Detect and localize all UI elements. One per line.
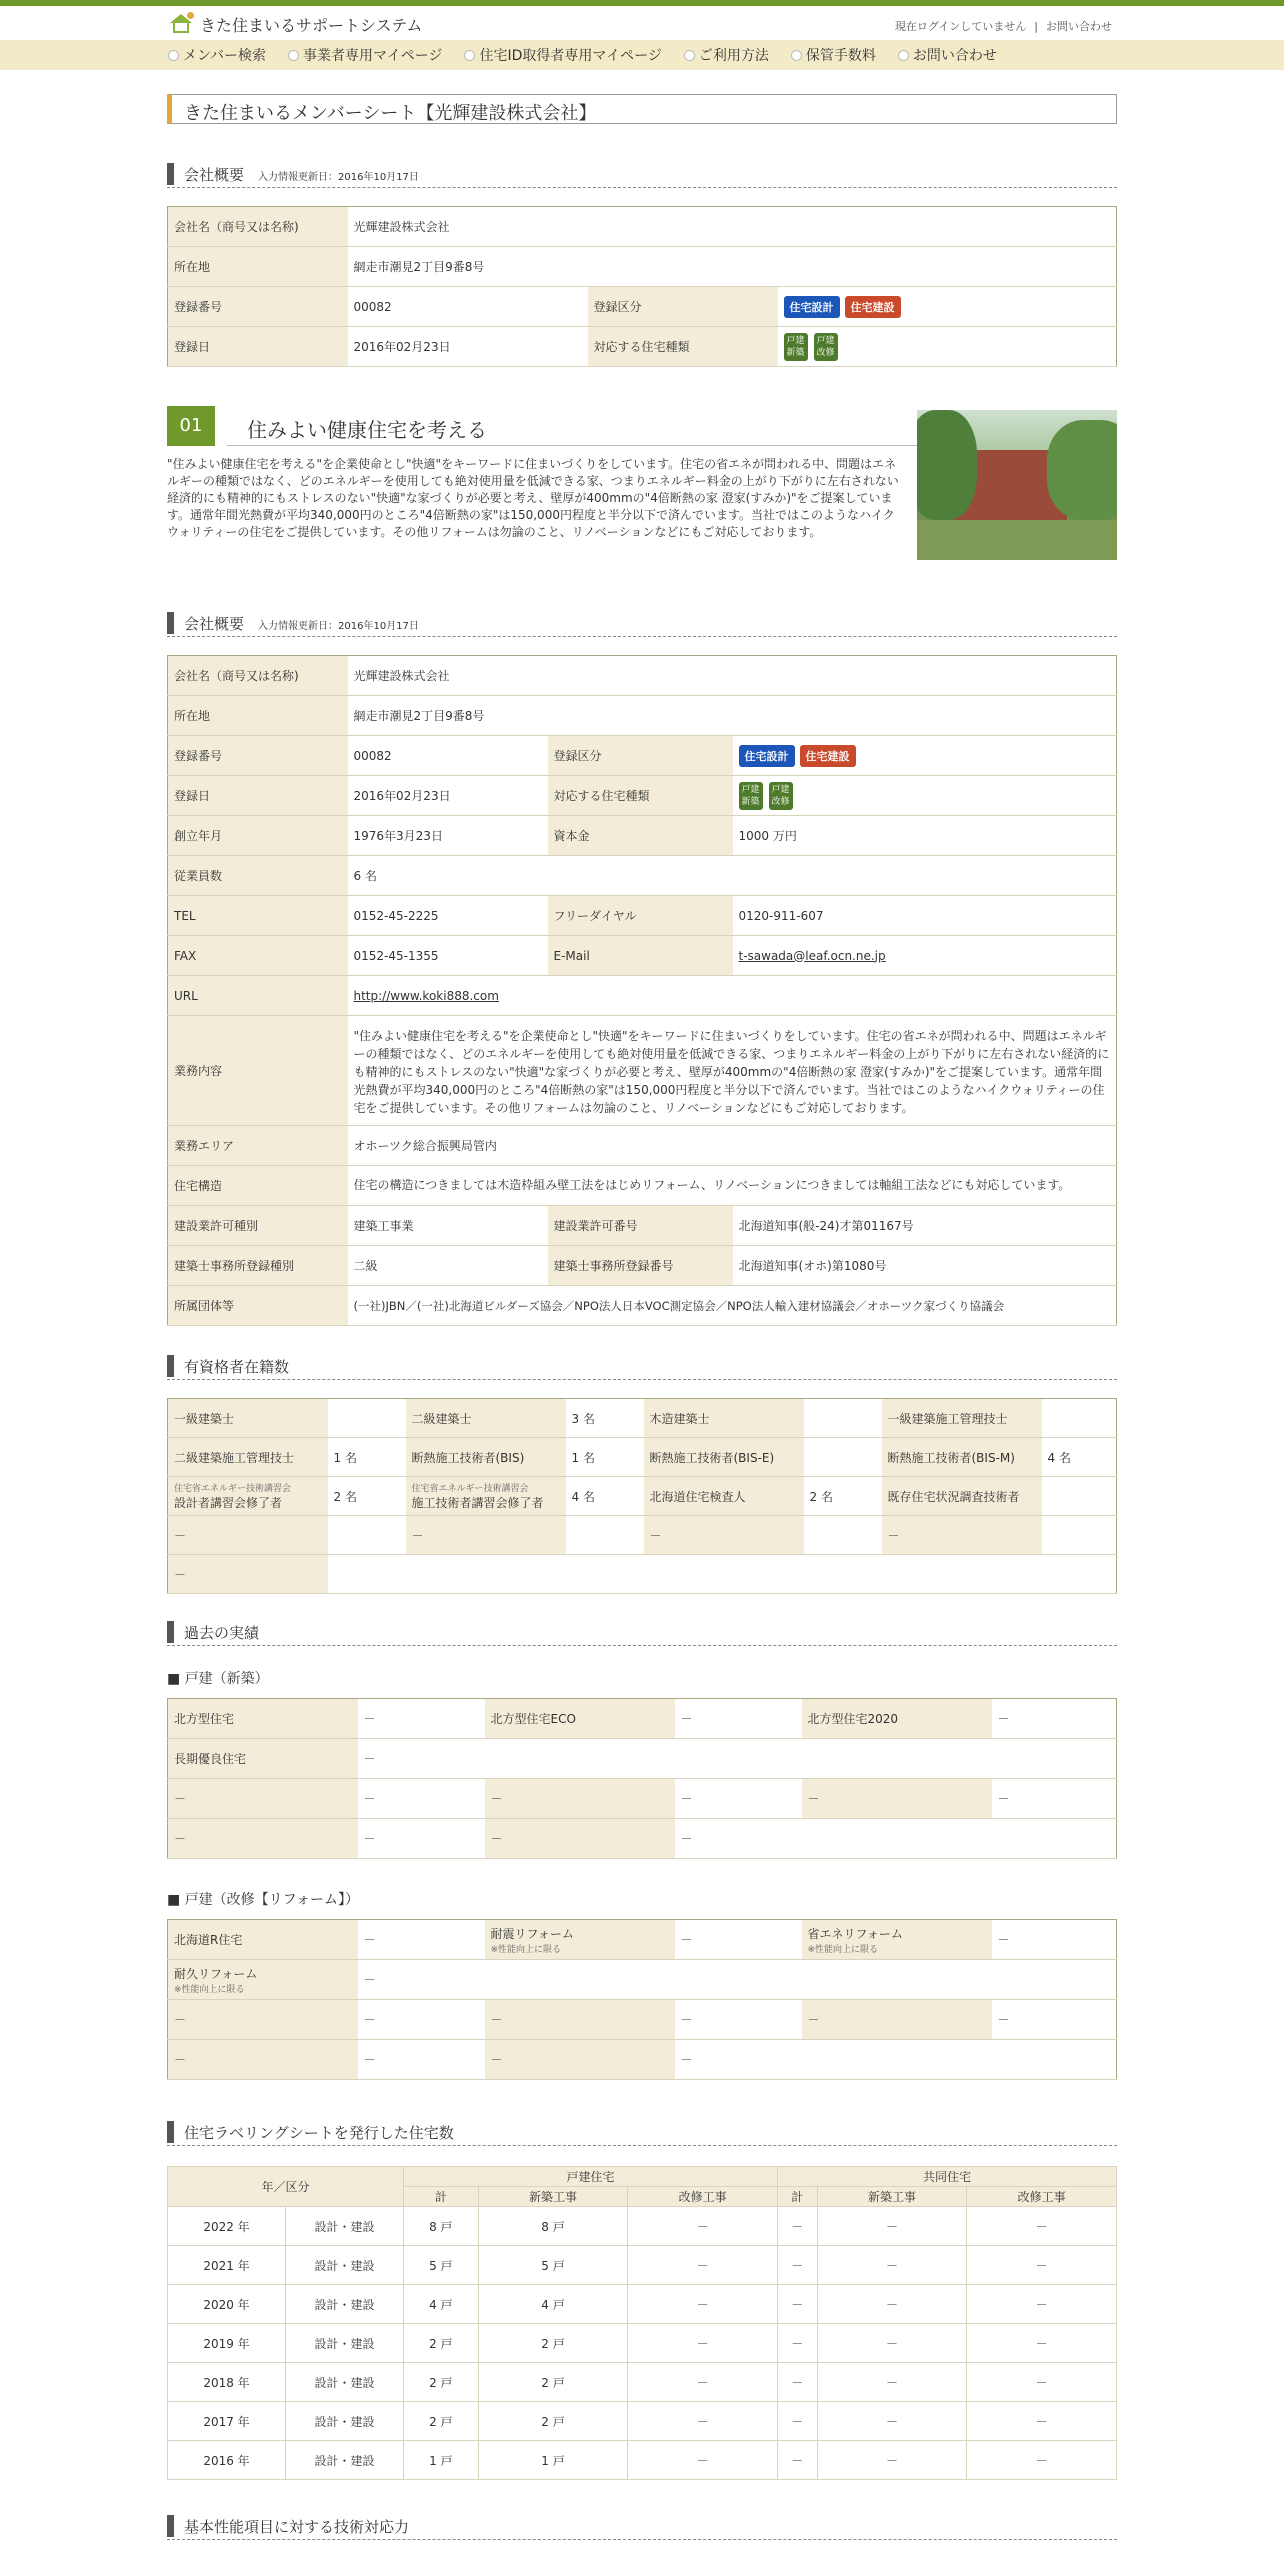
construction-badge: 住宅建設 (845, 296, 901, 318)
year-header: 年／区分 (168, 2167, 404, 2207)
count-cell: 2 戸 (404, 2402, 479, 2441)
label-cell: URL (168, 976, 348, 1016)
section-heading (167, 2122, 1117, 2146)
label-cell: 対応する住宅種類 (588, 327, 778, 367)
result-value: － (675, 1819, 1117, 1859)
reform-table (167, 1919, 1117, 2080)
tech-section (167, 2516, 1117, 2540)
qual-label: 一級建築施工管理技士 (882, 1399, 1042, 1438)
shared-header: 共同住宅 (777, 2167, 1116, 2187)
section-heading-text: 過去の実績 (184, 1624, 260, 1642)
page-title: きた住まいるメンバーシート【光輝建設株式会社】 (167, 94, 1117, 124)
count-cell: 4 戸 (478, 2285, 628, 2324)
count-cell: － (967, 2324, 1117, 2363)
intro-title: 住みよい健康住宅を考える (227, 406, 957, 446)
year-cell: 2022 年 (168, 2207, 286, 2246)
nav-member-search[interactable] (168, 45, 266, 65)
construction-badge: 住宅建設 (800, 745, 856, 767)
label-cell: 登録日 (168, 327, 348, 367)
qual-label: 北海道住宅検査人 (644, 1477, 804, 1516)
sub-header: 計 (777, 2187, 817, 2207)
count-cell: － (628, 2441, 778, 2480)
result-value: － (992, 1779, 1117, 1819)
count-cell: － (777, 2441, 817, 2480)
result-value: － (358, 1699, 485, 1739)
labeling-section (167, 2122, 1117, 2480)
qual-count: 4 名 (1042, 1438, 1117, 1477)
count-cell: 2 戸 (478, 2402, 628, 2441)
result-label: 北方型住宅 (168, 1699, 358, 1739)
count-cell: － (777, 2324, 817, 2363)
result-label: － (485, 2040, 675, 2080)
category-cell: 設計・建設 (286, 2324, 404, 2363)
office-number: 北海道知事(オホ)第1080号 (733, 1246, 1117, 1286)
label-cell: 会社名（商号又は名称) (168, 656, 348, 696)
summary-table (167, 206, 1117, 367)
permit-number: 北海道知事(般-24)才第01167号 (733, 1206, 1117, 1246)
result-value: － (675, 2000, 802, 2040)
circle-bullet-icon (464, 50, 475, 61)
reform-detached-icon: 戸建 改修 (769, 782, 793, 810)
count-cell: 5 戸 (478, 2246, 628, 2285)
table-row (168, 2324, 1117, 2363)
circle-bullet-icon (684, 50, 695, 61)
count-cell: － (628, 2207, 778, 2246)
table-row (168, 2441, 1117, 2480)
tel: 0152-45-2225 (348, 896, 548, 936)
year-cell: 2020 年 (168, 2285, 286, 2324)
business-area: オホーツク総合振興局管内 (348, 1126, 1117, 1166)
result-label: － (802, 1779, 992, 1819)
count-cell: － (817, 2246, 967, 2285)
house-logo-icon (168, 12, 194, 36)
registration-number: 00082 (348, 287, 588, 327)
business-description: "住みよい健康住宅を考える"を企業使命とし"快適"をキーワードに住まいづくりをしています。住宅の省エネが問われる中、問題はエネルギーの種類ではなく、どのエネルギーを使用しても絶対使用量を低減できる家、つまりエネルギー料金の上がり下がりに左右されない経済的にも精神的にもストレスのない"快適"な家づくりが必要と考え、壁厚が400mmの"4倍断熱の家 澄家(すみか)"をご提案しています。通常年間光熱費が平均340,000円のところ"4倍断熱の家"は150,000円程度と半分以下で済んでいます。当社ではこのようなハイクウォリティーの住宅をご提供しています。その他リフォームは勿論のこと、リノベーションなどにもご対応しております。 (348, 1016, 1117, 1126)
qual-label: － (882, 1516, 1042, 1555)
registration-date: 2016年02月23日 (348, 776, 548, 816)
reform-detached-icon: 戸建 改修 (814, 333, 838, 361)
result-label: 北方型住宅2020 (802, 1699, 992, 1739)
qual-note: 住宅省エネルギー技術講習会 (411, 1484, 529, 1494)
label-cell: 建築士事務所登録種別 (168, 1246, 348, 1286)
label-cell: 建設業許可番号 (548, 1206, 733, 1246)
free-dial: 0120-911-607 (733, 896, 1117, 936)
label-cell: 業務内容 (168, 1016, 348, 1126)
result-value: － (992, 2000, 1117, 2040)
label-cell: 登録区分 (588, 287, 778, 327)
sub-header: 改修工事 (967, 2187, 1117, 2207)
count-cell: － (817, 2207, 967, 2246)
count-cell: － (628, 2363, 778, 2402)
qual-count (1042, 1477, 1117, 1516)
circle-bullet-icon (791, 50, 802, 61)
login-status: 現在ログインしていません (894, 20, 1027, 33)
result-label: － (168, 2040, 358, 2080)
nav-label: お問い合わせ (912, 48, 997, 64)
count-cell: 2 戸 (404, 2324, 479, 2363)
section-heading (167, 2516, 1117, 2540)
qual-label: － (406, 1516, 566, 1555)
past-results-section (167, 1622, 1117, 2080)
result-label: 長期優良住宅 (168, 1739, 358, 1779)
result-label: － (485, 1779, 675, 1819)
updated-date: 入力情報更新日：2016年10月17日 (258, 172, 419, 183)
header-separator: | (1034, 20, 1038, 33)
circle-bullet-icon (168, 50, 179, 61)
result-label-text: 省エネリフォーム (807, 1926, 903, 1941)
category-cell: 設計・建設 (286, 2363, 404, 2402)
site-logo[interactable] (168, 12, 422, 36)
year-cell: 2021 年 (168, 2246, 286, 2285)
result-label: 北海道R住宅 (168, 1920, 358, 1960)
registration-category (778, 287, 1117, 327)
label-cell: 所在地 (168, 696, 348, 736)
count-cell: － (628, 2246, 778, 2285)
table-row (168, 2246, 1117, 2285)
associations: (一社)JBN／(一社)北海道ビルダーズ協会／NPO法人日本VOC測定協会／NPO法人輸入建材協議会／オホーツク家づくり協議会 (348, 1286, 1117, 1326)
year-cell: 2018 年 (168, 2363, 286, 2402)
result-label: － (168, 1819, 358, 1859)
count-cell: － (777, 2207, 817, 2246)
section-heading (167, 1622, 1117, 1646)
section-heading-text: 会社概要 (184, 166, 245, 184)
count-cell: － (817, 2441, 967, 2480)
qual-label: 断熱施工技術者(BIS-E) (644, 1438, 804, 1477)
nav-label: 住宅ID取得者専用マイページ (479, 48, 662, 64)
count-cell: 8 戸 (478, 2207, 628, 2246)
result-label: － (802, 2000, 992, 2040)
site-header (0, 6, 1284, 40)
result-note: ※性能向上に限る (807, 1944, 879, 1955)
nav-fees[interactable] (791, 45, 876, 65)
result-label: － (485, 1819, 675, 1859)
qual-count: 1 名 (566, 1438, 644, 1477)
label-cell: 所属団体等 (168, 1286, 348, 1326)
section-heading-text: 住宅ラベリングシートを発行した住宅数 (184, 2124, 454, 2142)
result-value: － (675, 1920, 802, 1960)
count-cell: － (967, 2441, 1117, 2480)
qual-label: － (168, 1516, 328, 1555)
qual-label-text: 設計者講習会修了者 (174, 1496, 283, 1510)
count-cell: 2 戸 (478, 2324, 628, 2363)
label-cell: 従業員数 (168, 856, 348, 896)
label-cell: 登録区分 (548, 736, 733, 776)
main-nav (0, 40, 1284, 70)
registration-date: 2016年02月23日 (348, 327, 588, 367)
year-cell: 2019 年 (168, 2324, 286, 2363)
qual-label: 既存住宅状況調査技術者 (882, 1477, 1042, 1516)
website-link[interactable]: http://www.koki888.com (348, 976, 1117, 1016)
subsection-title: ■ 戸建（新築） (167, 1671, 269, 1687)
label-cell: 建築士事務所登録番号 (548, 1246, 733, 1286)
result-value: － (358, 1739, 1117, 1779)
result-label (802, 1920, 992, 1960)
registration-category (733, 736, 1117, 776)
count-cell: 1 戸 (478, 2441, 628, 2480)
nav-usage[interactable] (684, 45, 769, 65)
result-note: ※性能向上に限る (490, 1944, 562, 1955)
result-label (485, 1920, 675, 1960)
circle-bullet-icon (288, 50, 299, 61)
category-cell: 設計・建設 (286, 2285, 404, 2324)
qual-label-text: 施工技術者講習会修了者 (411, 1496, 544, 1510)
staff-count: 6 名 (348, 856, 1117, 896)
qual-count: 2 名 (328, 1477, 406, 1516)
table-row (168, 2285, 1117, 2324)
capital: 1000 万円 (733, 816, 1117, 856)
label-cell: 対応する住宅種類 (548, 776, 733, 816)
result-label: 北方型住宅ECO (485, 1699, 675, 1739)
company-address: 網走市潮見2丁目9番8号 (348, 247, 1117, 287)
detail-table (167, 655, 1117, 1326)
qual-label: 断熱施工技術者(BIS-M) (882, 1438, 1042, 1477)
count-cell: － (817, 2285, 967, 2324)
summary-section (167, 164, 1117, 367)
intro-text: "住みよい健康住宅を考える"を企業使命とし"快適"をキーワードに住まいづくりをしています。住宅の省エネが問われる中、問題はエネルギーの種類ではなく、どのエネルギーを使用しても絶対使用量を低減できる家、つまりエネルギー料金の上がり下がりに左右されない経済的にも精神的にもストレスのない"快適"な家づくりが必要と考え、壁厚が400mmの"4倍断熱の家 澄家(すみか)"をご提案しています。通常年間光熱費が平均340,000円のところ"4倍断熱の家"は150,000円程度と半分以下で済んでいます。当社ではこのようなハイクウォリティーの住宅をご提供しています。その他リフォームは勿論のこと、リノベーションなどにもご対応しております。 (167, 457, 899, 539)
qual-count (1042, 1399, 1117, 1438)
nav-label: ご利用方法 (698, 48, 769, 64)
label-cell: 資本金 (548, 816, 733, 856)
nav-contact[interactable] (898, 45, 997, 65)
house-type-icons (733, 776, 1117, 816)
labeling-rows (168, 2207, 1117, 2480)
label-cell: 登録日 (168, 776, 348, 816)
nav-business-mypage[interactable] (288, 45, 442, 65)
labeling-table (167, 2166, 1117, 2480)
category-cell: 設計・建設 (286, 2246, 404, 2285)
result-note: ※性能向上に限る (174, 1984, 245, 1995)
qual-label: 一級建築士 (168, 1399, 328, 1438)
label-cell: FAX (168, 936, 348, 976)
qual-count: 1 名 (328, 1438, 406, 1477)
permit-type: 建築工事業 (348, 1206, 548, 1246)
company-address: 網走市潮見2丁目9番8号 (348, 696, 1117, 736)
result-label-text: 耐震リフォーム (490, 1926, 574, 1941)
year-cell: 2016 年 (168, 2441, 286, 2480)
count-cell: － (628, 2324, 778, 2363)
count-cell: 4 戸 (404, 2285, 479, 2324)
intro-number: 01 (167, 406, 215, 446)
updated-date: 入力情報更新日：2016年10月17日 (258, 621, 419, 632)
qual-count (804, 1438, 882, 1477)
count-cell: 1 戸 (404, 2441, 479, 2480)
result-value: － (358, 1960, 1117, 2000)
result-value: － (358, 2040, 485, 2080)
result-value: － (358, 1920, 485, 1960)
label-cell: フリーダイヤル (548, 896, 733, 936)
count-cell: 8 戸 (404, 2207, 479, 2246)
design-badge: 住宅設計 (784, 296, 840, 318)
count-cell: － (967, 2402, 1117, 2441)
section-heading-text: 有資格者在籍数 (184, 1358, 290, 1376)
count-cell: － (817, 2402, 967, 2441)
label-cell: 住宅構造 (168, 1166, 348, 1206)
nav-label: メンバー検索 (183, 48, 267, 64)
company-name: 光輝建設株式会社 (348, 656, 1117, 696)
label-cell: 登録番号 (168, 736, 348, 776)
result-value: － (992, 1920, 1117, 1960)
detached-header: 戸建住宅 (404, 2167, 778, 2187)
nav-owner-mypage[interactable] (464, 45, 661, 65)
email-link[interactable]: t-sawada@leaf.ocn.ne.jp (733, 936, 1117, 976)
result-label: － (485, 2000, 675, 2040)
count-cell: － (967, 2285, 1117, 2324)
header-links (891, 18, 1116, 34)
table-row (168, 2402, 1117, 2441)
result-value: － (675, 2040, 1117, 2080)
result-value: － (992, 1699, 1117, 1739)
qual-label (168, 1477, 328, 1516)
qualifications-section (167, 1356, 1117, 1594)
result-label-text: 耐久リフォーム (174, 1966, 258, 1981)
qual-label: － (644, 1516, 804, 1555)
result-label: － (168, 1779, 358, 1819)
count-cell: － (777, 2363, 817, 2402)
count-cell: － (777, 2285, 817, 2324)
nav-label: 事業者専用マイページ (303, 48, 443, 64)
label-cell: E-Mail (548, 936, 733, 976)
label-cell: TEL (168, 896, 348, 936)
count-cell: － (777, 2402, 817, 2441)
table-row (168, 2207, 1117, 2246)
label-cell: 登録番号 (168, 287, 348, 327)
qual-count (328, 1399, 406, 1438)
qual-label: 二級建築士 (406, 1399, 566, 1438)
count-cell: 2 戸 (478, 2363, 628, 2402)
qual-label: 断熱施工技術者(BIS) (406, 1438, 566, 1477)
house-structure: 住宅の構造につきましては木造枠組み壁工法をはじめリフォーム、リノベーションにつきましては軸組工法などにも対応しています。 (348, 1166, 1117, 1206)
count-cell: 2 戸 (404, 2363, 479, 2402)
house-type-icons (778, 327, 1117, 367)
site-title: きた住まいるサポートシステム (200, 15, 423, 35)
qual-note: 住宅省エネルギー技術講習会 (174, 1484, 292, 1494)
label-cell: 創立年月 (168, 816, 348, 856)
section-heading (167, 164, 1117, 188)
count-cell: 5 戸 (404, 2246, 479, 2285)
category-cell: 設計・建設 (286, 2207, 404, 2246)
count-cell: － (817, 2324, 967, 2363)
result-label: － (168, 2000, 358, 2040)
category-cell: 設計・建設 (286, 2402, 404, 2441)
circle-bullet-icon (898, 50, 909, 61)
fax: 0152-45-1355 (348, 936, 548, 976)
label-cell: 建設業許可種別 (168, 1206, 348, 1246)
qual-label (406, 1477, 566, 1516)
company-photo (917, 410, 1117, 560)
sub-header: 新築工事 (478, 2187, 628, 2207)
section-heading (167, 1356, 1117, 1380)
count-cell: － (777, 2246, 817, 2285)
section-heading-text: 基本性能項目に対する技術対応力 (184, 2518, 410, 2536)
sub-header: 新築工事 (817, 2187, 967, 2207)
qualifications-table (167, 1398, 1117, 1594)
count-cell: － (967, 2246, 1117, 2285)
new-build-table (167, 1698, 1117, 1859)
result-value: － (358, 1779, 485, 1819)
table-row (168, 2363, 1117, 2402)
sub-header: 改修工事 (628, 2187, 778, 2207)
new-detached-icon: 戸建 新築 (739, 782, 763, 810)
label-cell: 会社名（商号又は名称) (168, 207, 348, 247)
category-cell: 設計・建設 (286, 2441, 404, 2480)
count-cell: － (967, 2207, 1117, 2246)
nav-label: 保管手数料 (805, 48, 876, 64)
count-cell: － (628, 2285, 778, 2324)
founded-date: 1976年3月23日 (348, 816, 548, 856)
intro-section (167, 406, 1117, 566)
count-cell: － (628, 2402, 778, 2441)
result-value: － (358, 2000, 485, 2040)
qual-count: 3 名 (566, 1399, 644, 1438)
year-cell: 2017 年 (168, 2402, 286, 2441)
result-value: － (675, 1699, 802, 1739)
result-value: － (675, 1779, 802, 1819)
qual-label: 木造建築士 (644, 1399, 804, 1438)
count-cell: － (967, 2363, 1117, 2402)
result-label (168, 1960, 358, 2000)
qual-count (804, 1399, 882, 1438)
detail-section (167, 613, 1117, 1326)
design-badge: 住宅設計 (739, 745, 795, 767)
qual-count: 2 名 (804, 1477, 882, 1516)
qual-label: 二級建築施工管理技士 (168, 1438, 328, 1477)
qual-label: － (168, 1555, 328, 1594)
section-heading-text: 会社概要 (184, 615, 245, 633)
label-cell: 業務エリア (168, 1126, 348, 1166)
new-detached-icon: 戸建 新築 (784, 333, 808, 361)
result-value: － (358, 1819, 485, 1859)
registration-number: 00082 (348, 736, 548, 776)
section-heading (167, 613, 1117, 637)
label-cell: 所在地 (168, 247, 348, 287)
company-name: 光輝建設株式会社 (348, 207, 1117, 247)
subsection-title: ■ 戸建（改修【リフォーム】） (167, 1892, 359, 1908)
office-type: 二級 (348, 1246, 548, 1286)
count-cell: － (817, 2363, 967, 2402)
sub-header: 計 (404, 2187, 479, 2207)
header-contact-link[interactable]: お問い合わせ (1046, 20, 1112, 33)
qual-count: 4 名 (566, 1477, 644, 1516)
